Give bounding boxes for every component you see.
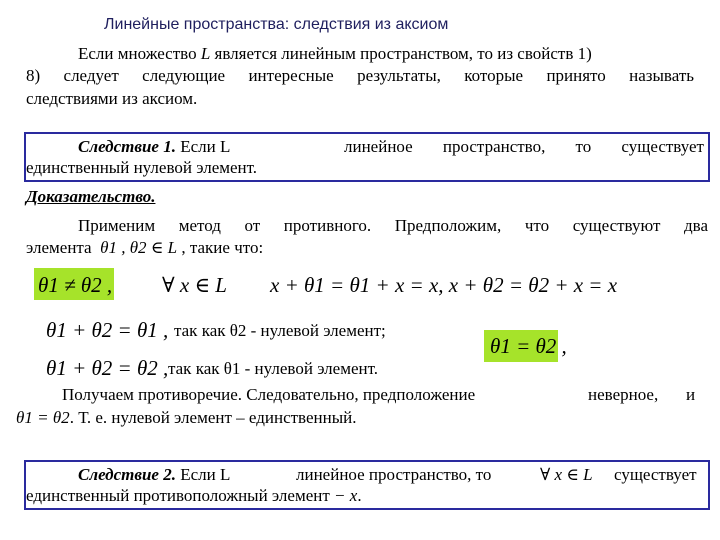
corollary-2-line-1-b: линейное пространство, то [296,465,492,484]
proof-line-2-math: θ1 , θ2 ∈ L [100,238,178,257]
contradiction-text: . Т. е. нулевой элемент – единственный. [69,408,357,427]
corollary-2-line-1-a: Если L [180,465,231,484]
corollary-1-line-2: единственный нулевой элемент. [26,158,258,177]
proof-line-1: Применим метод от противного. Предположим, что существуют два [78,216,708,235]
contradiction-line-1-c: и [686,385,696,404]
assumption-formula: θ1 ≠ θ2 , [38,273,113,297]
forall-formula: ∀ x ∈ L [162,273,227,297]
corollary-2-line-2 [26,486,362,506]
corollary-2-line-1 [78,465,230,485]
equation-1: θ1 + θ2 = θ1 , [46,318,169,342]
contradiction-math: θ1 = θ2 [16,408,70,427]
equation-2: θ1 + θ2 = θ2 , [46,356,169,380]
corollary-2-label: Следствие 2. [78,465,176,484]
equation-1-reason: так как θ2 - нулевой элемент; [174,321,386,340]
intro-line-1 [78,44,592,64]
corollary-1-line-1-b: линейное пространство, то существует [344,137,704,156]
page-title: Линейные пространства: следствия из аксиом [104,16,449,33]
corollary-1-line-1 [78,137,230,157]
intro-symbol-L: L [200,44,211,63]
corollary-2-line-2-b: . [357,486,362,505]
corollary-2-math: − x [334,486,358,505]
proof-line-2-b: , такие что: [181,238,264,257]
contradiction-line-2 [16,408,356,428]
corollary-2-forall: ∀ x ∈ L [540,465,593,484]
corollary-2-line-2-a: единственный противоположный элемент [26,486,330,505]
intro-line-2: 8) следует следующие интересные результаты, которые принято называть [26,66,694,85]
proof-line-2-a: элемента [26,238,92,257]
intro-line-1-a: Если множество [78,44,197,63]
corollary-1-label: Следствие 1. [78,137,176,156]
proof-line-2 [26,238,263,258]
proof-heading: Доказательство. [26,187,156,206]
zero-element-equations: x + θ1 = θ1 + x = x, x + θ2 = θ2 + x = x [270,273,618,297]
intro-line-3: следствиями из аксиом. [26,89,198,108]
contradiction-line-1-a: Получаем противоречие. Следовательно, предположение [62,385,476,404]
contradiction-line-1-b: неверное, [588,385,659,404]
corollary-1-line-1-a: Если L [180,137,231,156]
equation-2-reason: так как θ1 - нулевой элемент. [168,359,379,378]
intro-line-1-b: является линейным пространством, то из свойств 1) [214,44,592,63]
conclusion-formula: θ1 = θ2 , [490,334,567,358]
corollary-2-line-1-c: существует [614,465,697,484]
